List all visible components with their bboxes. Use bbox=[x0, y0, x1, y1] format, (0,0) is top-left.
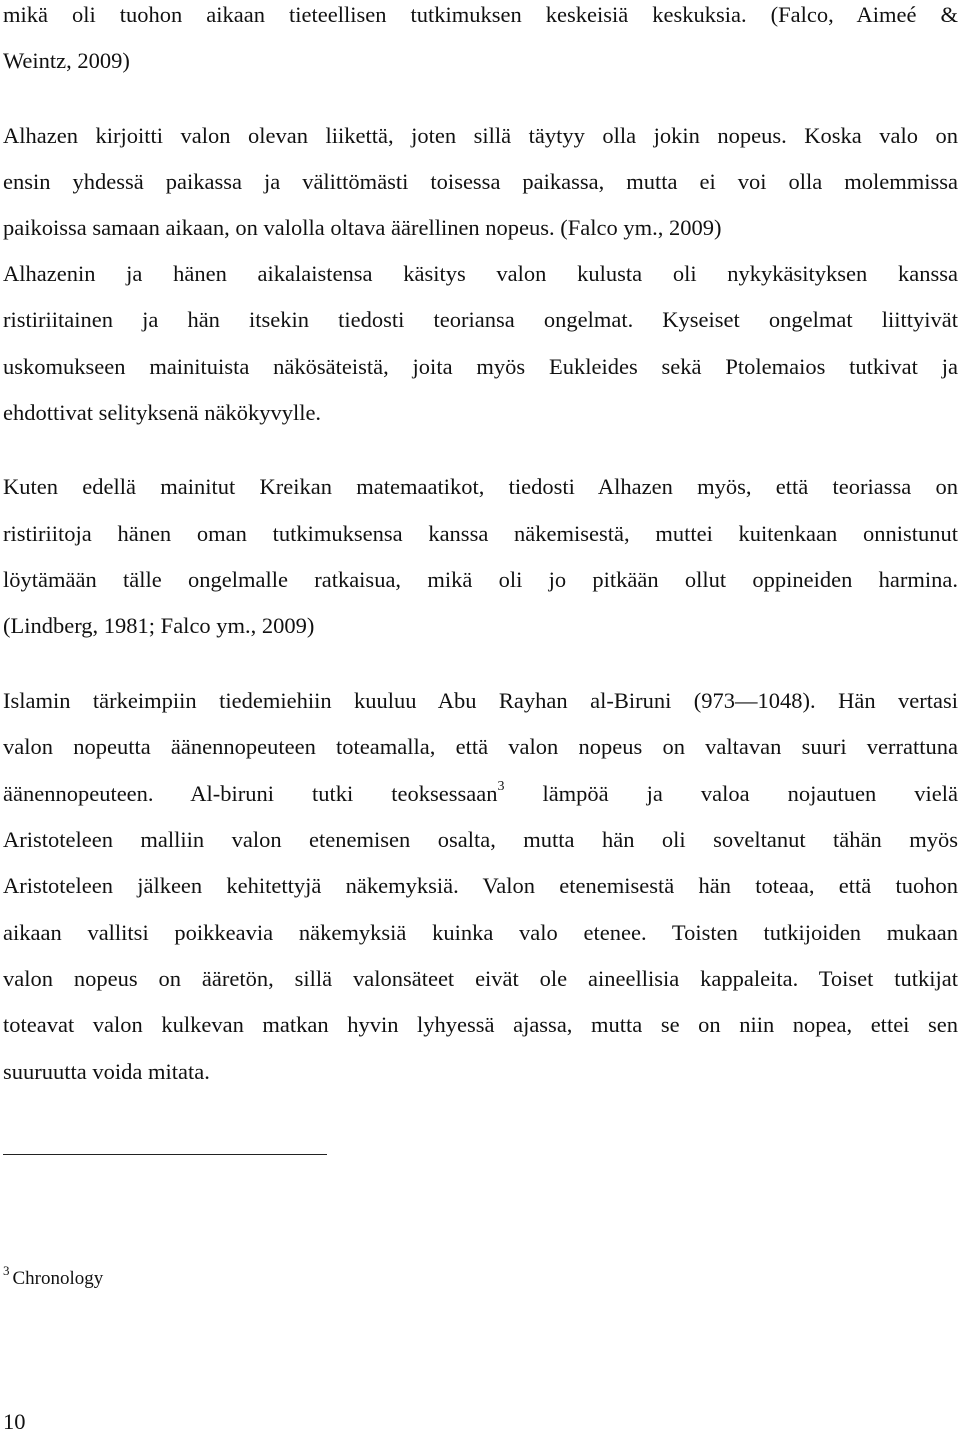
paragraph-line: Aristoteleen malliin valon etenemisen osalta, mutta hän oli soveltanut tähän myös bbox=[3, 827, 958, 852]
paragraph-text: äänennopeuteen. Al-biruni tutki teoksessaan bbox=[3, 781, 498, 806]
paragraph-line: Weintz, 2009) bbox=[3, 48, 130, 73]
paragraph-line: Alhazenin ja hänen aikalaistensa käsitys valon kulusta oli nykykäsityksen kanssa bbox=[3, 261, 958, 286]
footnote-reference: 3 bbox=[497, 778, 505, 794]
paragraph-line: suuruutta voida mitata. bbox=[3, 1059, 210, 1084]
paragraph-line: Alhazen kirjoitti valon olevan liikettä, joten sillä täytyy olla jokin nopeus. Koska valo on bbox=[3, 123, 958, 148]
paragraph-line: uskomukseen mainituista näkösäteistä, joita myös Eukleides sekä Ptolemaios tutkivat ja bbox=[3, 354, 958, 379]
paragraph-line: aikaan vallitsi poikkeavia näkemyksiä kuinka valo etenee. Toisten tutkijoiden mukaan bbox=[3, 920, 958, 945]
paragraph-line: toteavat valon kulkevan matkan hyvin lyhyessä ajassa, mutta se on niin nopea, ettei sen bbox=[3, 1012, 958, 1037]
page-number: 10 bbox=[3, 1409, 26, 1434]
paragraph-line: Kuten edellä mainitut Kreikan matemaatikot, tiedosti Alhazen myös, että teoriassa on bbox=[3, 474, 958, 499]
paragraph-line: valon nopeus on ääretön, sillä valonsäteet eivät ole aineellisia kappaleita. Toiset tutkijat bbox=[3, 966, 958, 991]
paragraph-line: Aristoteleen jälkeen kehitettyjä näkemyksiä. Valon etenemisestä hän toteaa, että tuohon bbox=[3, 873, 958, 898]
footnote-text: Chronology bbox=[12, 1268, 104, 1289]
paragraph-text: lämpöä ja valoa nojautuen vielä bbox=[542, 781, 958, 806]
paragraph-line: valon nopeutta äänennopeuteen toteamalla, että valon nopeus on valtavan suuri verrattuna bbox=[3, 734, 958, 759]
paragraph-line: ristiriitainen ja hän itsekin tiedosti teoriansa ongelmat. Kyseiset ongelmat liittyivät bbox=[3, 307, 958, 332]
footnote-separator bbox=[3, 1154, 327, 1155]
paragraph-line-with-footnote bbox=[3, 776, 958, 812]
paragraph-line: ensin yhdessä paikassa ja välittömästi toisessa paikassa, mutta ei voi olla molemmissa bbox=[3, 169, 958, 194]
paragraph-line: (Lindberg, 1981; Falco ym., 2009) bbox=[3, 613, 315, 638]
paragraph-line: ristiriitoja hänen oman tutkimuksensa kanssa näkemisestä, muttei kuitenkaan onnistunut bbox=[3, 521, 958, 546]
paragraph-line: löytämään tälle ongelmalle ratkaisua, mikä oli jo pitkään ollut oppineiden harmina. bbox=[3, 567, 958, 592]
paragraph-line: Islamin tärkeimpiin tiedemiehiin kuuluu Abu Rayhan al-Biruni (973—1048). Hän vertasi bbox=[3, 688, 958, 713]
paragraph-line: mikä oli tuohon aikaan tieteellisen tutkimuksen keskeisiä keskuksia. (Falco, Aimeé & bbox=[3, 2, 958, 27]
paragraph-line: paikoissa samaan aikaan, on valolla oltava äärellinen nopeus. (Falco ym., 2009) bbox=[3, 215, 722, 240]
footnote bbox=[3, 1264, 103, 1294]
footnote-marker: 3 bbox=[3, 1262, 10, 1278]
paragraph-line: ehdottivat selityksenä näkökyvylle. bbox=[3, 400, 322, 425]
